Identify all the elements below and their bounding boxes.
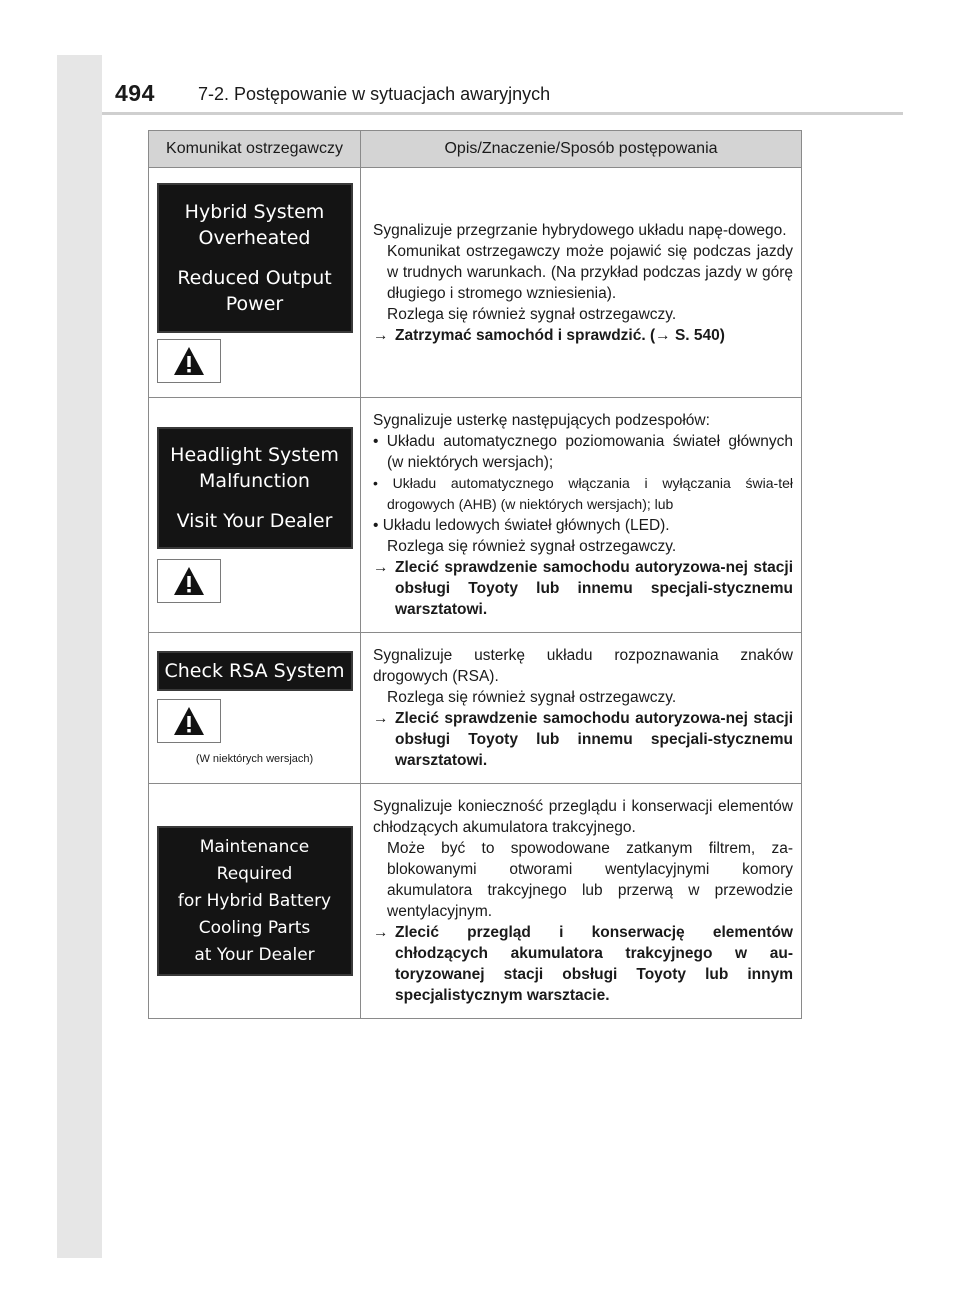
panel-line: Cooling Parts <box>198 917 311 938</box>
arrow-icon: → <box>373 924 389 941</box>
action-instruction <box>373 708 793 771</box>
warning-triangle-icon <box>172 345 206 377</box>
description-intro: Sygnalizuje usterkę następujących podzespołów: <box>373 412 710 429</box>
panel-line: Headlight System <box>170 444 339 466</box>
panel-line: Check RSA System <box>164 660 345 682</box>
action-instruction <box>373 557 793 620</box>
action-text: Zlecić sprawdzenie samochodu autoryzowa-nej stacji obsługi Toyoty lub innemu specjali-stycznemu warsztatowi. <box>395 710 793 769</box>
action-text: Zlecić sprawdzenie samochodu autoryzowa-nej stacji obsługi Toyoty lub innemu specjali-stycznemu warsztatowi. <box>395 559 793 618</box>
description-cell <box>361 398 802 633</box>
arrow-icon: → <box>373 710 389 727</box>
action-text: Zatrzymać samochód i sprawdzić. (→ S. 540) <box>395 326 725 344</box>
display-message-panel <box>157 427 353 549</box>
description-note: Rozlega się również sygnał ostrzegawczy. <box>387 538 677 555</box>
description-intro: Sygnalizuje przegrzanie hybrydowego układu napę-dowego. <box>373 221 787 239</box>
column-header-description: Opis/Znaczenie/Sposób postępowania <box>361 131 802 168</box>
action-instruction <box>373 922 793 1006</box>
panel-line: Malfunction <box>199 470 310 492</box>
message-image-cell <box>149 168 361 398</box>
description-intro: Sygnalizuje usterkę układu rozpoznawania znaków drogowych (RSA). <box>373 647 793 685</box>
description-cell <box>361 168 802 398</box>
message-image-cell <box>149 633 361 784</box>
margin-strip <box>57 55 102 1258</box>
description-intro: Sygnalizuje konieczność przeglądu i konserwacji elementów chłodzących akumulatora trakcyjnego. <box>373 798 793 836</box>
panel-line: Visit Your Dealer <box>176 510 333 532</box>
table-header-row <box>149 131 802 168</box>
description-cell <box>361 784 802 1019</box>
action-instruction <box>373 325 793 346</box>
warning-triangle-icon <box>172 565 206 597</box>
display-message-panel <box>157 183 353 333</box>
panel-line: Overheated <box>198 226 311 249</box>
panel-line: Reduced Output <box>177 266 332 289</box>
column-header-message: Komunikat ostrzegawczy <box>149 131 361 168</box>
panel-line: at Your Dealer <box>194 944 315 965</box>
message-image-cell <box>149 398 361 633</box>
arrow-icon: → <box>373 559 389 576</box>
list-item: • Układu automatycznego włączania i wyłączania świa-teł drogowych (AHB) (w niektórych wersjach); lub <box>373 475 793 512</box>
header-divider <box>102 112 903 115</box>
panel-line: Required <box>216 863 293 884</box>
panel-line: Hybrid System <box>184 200 325 223</box>
warning-triangle-icon <box>172 705 206 737</box>
action-text: Zlecić przegląd i konserwację elementów chłodzących akumulatora trakcyjnego w au-toryzowanej stacji obsługi Toyoty lub innym specjalistycznym warsztacie. <box>395 924 793 1004</box>
warning-indicator-box <box>157 339 221 383</box>
list-item: • Układu automatycznego poziomowania świateł głównych (w niektórych wersjach); <box>373 433 793 471</box>
arrow-icon: → <box>373 326 389 344</box>
message-image-cell <box>149 784 361 1019</box>
version-note: (W niektórych wersjach) <box>195 753 314 765</box>
warning-indicator-box <box>157 699 221 743</box>
table-row <box>149 784 802 1019</box>
display-message-panel <box>157 826 353 976</box>
table-row <box>149 168 802 398</box>
list-item: • Układu ledowych świateł głównych (LED). <box>373 517 670 534</box>
description-note: Może być to spowodowane zatkanym filtrem, za-blokowanymi otworami wentylacyjnymi komory akumulatora trakcyjnego lub przerwą w przewodzie wentylacyjnym. <box>387 840 793 920</box>
description-note: Komunikat ostrzegawczy może pojawić się podczas jazdy w trudnych warunkach. (Na przykład podczas jazdy w górę długiego i stromego wzniesienia). <box>387 242 793 302</box>
page-number: 494 <box>115 80 155 106</box>
section-title: 7-2. Postępowanie w sytuacjach awaryjnych <box>198 84 551 104</box>
panel-line: Maintenance <box>199 836 310 857</box>
warning-messages-table <box>148 130 802 1019</box>
table-row <box>149 633 802 784</box>
description-note: Rozlega się również sygnał ostrzegawczy. <box>387 305 677 323</box>
panel-line: for Hybrid Battery <box>177 890 332 911</box>
warning-indicator-box <box>157 559 221 603</box>
description-note: Rozlega się również sygnał ostrzegawczy. <box>387 689 677 706</box>
panel-line: Power <box>225 292 284 315</box>
table-row <box>149 398 802 633</box>
description-cell <box>361 633 802 784</box>
display-message-panel <box>157 651 353 691</box>
